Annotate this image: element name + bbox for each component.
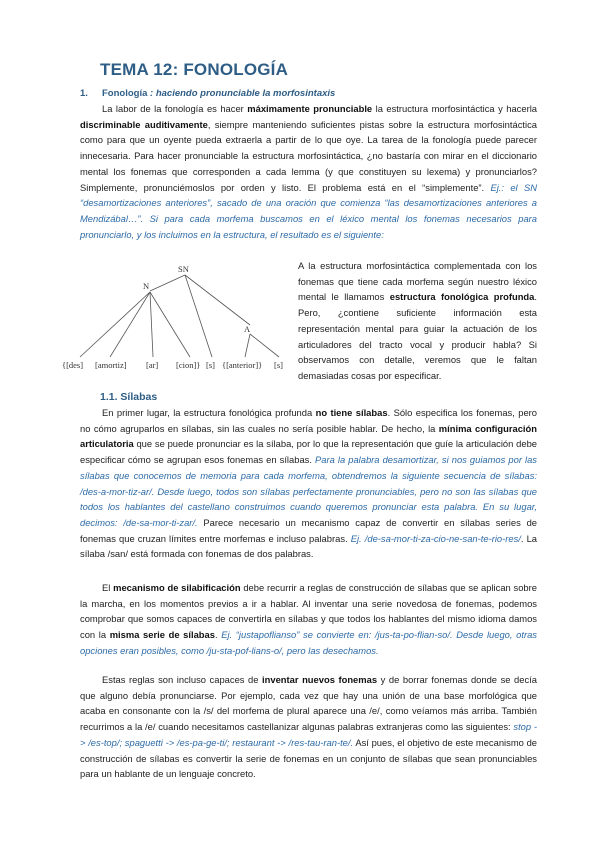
tree-leaf: [amortiz] [95,360,127,370]
section-title: Fonología [102,88,148,99]
syntax-tree-diagram [60,262,290,382]
section-heading-syllables: 1.1. Sílabas [100,391,158,403]
tree-leaf: [cion]} [176,360,201,370]
section-heading-1 [80,88,335,99]
tree-branches [80,275,279,357]
page-title: TEMA 12: FONOLOGÍA [100,60,289,79]
tree-leaf: [ar] [146,360,159,370]
paragraph-syllabification: El mecanismo de silabificación debe recurrir a reglas de construcción de sílabas que se aplican sobre la marcha, en los momentos previos a ir a hablar. Al inventar una serie novedosa de fonemas, podemos comprobar que somos capaces de convertirla en sílabas y que todos los hablantes del mismo idioma damos con la misma serie de sílabas. Ej. “justapofliansо” se convierte en: /jus-ta-po-flian-so/. Desde luego, otras opciones eran posibles, como /ju-sta-pof-lians-o/, pero las desechamos. [80,582,537,656]
paragraph-deep-structure: A la estructura morfosintáctica complementada con los fonemas que tiene cada morfema según nuestro léxico mental le llamamos estructura fonológica profunda. Pero, ¿contiene suficiente información esta representación mental para guiar la actuación de los articuladores del tracto vocal y producir habla? Si observamos con detalle, veremos que le faltan demasiadas cosas por especificar. [298,260,537,381]
section-number: 1. [80,88,88,99]
tree-n-label: N [143,281,150,291]
paragraph-rules: Estas reglas son incluso capaces de inventar nuevos fonemas y de borrar fonemas donde se decía que alguno debía pronunciarse. Por ejemplo, cada vez que hay una unión de una base morfológica que acaba en consonante con la /s/ del morfema de plural aparece una /e/, como veíamos más arriba. También recurrimos a la /e/ cuando necesitamos castellanizar algunas palabras extranjeras como las siguientes: stop -> /es-top/; spaguetti -> /es-pa-ge-ti/; restaurant -> /res-tau-ran-te/. Así pues, el objetivo de este mecanismo de construcción de sílabas es convertir la serie de fonemas en un conjunto de sílabas que sean pronunciables para un hablante de un lenguaje concreto. [80,674,537,780]
tree-leaf: {[anterior]} [222,360,263,370]
paragraph-intro: La labor de la fonología es hacer máximamente pronunciable la estructura morfosintáctica y hacerla discriminable auditivamente, siempre manteniendo suficientes pistas sobre la estructura morfosintáctica como para que un oyente pueda extraerla a partir de lo que oye. La tarea de la fonología puede parecer innecesaria. Para hacer pronunciable la estructura morfosintáctica, ¿no bastaría con mirar en el diccionario mental los fonemas que corresponden a cada lemma (y que constituyen su lexema) y pronunciarlos? Simplemente, pronunciémoslos por orden y listo. El problema está en el “simplemente”. Ej.: el SN “desamortizaciones anteriores”, sacado de una oración que comienza “las desamortizaciones anteriores a Mendizábal…”. Si para cada morfema buscamos en el léxico mental los fonemas necesarios para pronunciarlo, y los incluimos en la estructura, el resultado es el siguiente: [80,103,538,240]
tree-root-label: SN [178,264,189,274]
paragraph-syllables: En primer lugar, la estructura fonológica profunda no tiene sílabas. Sólo especifica los fonemas, pero no cómo agruparlos en sílabas, sin las cuales no sería posible hablar. De hecho, la mínima configuración articulatoria que se puede pronunciar es la sílaba, por lo que la representación que guíe la articulación debe especificar cómo se agrupan esos fonemas en sílabas. Para la palabra desamortizar, si nos guiamos por las sílabas que conocemos de memoria para cada morfema, obtendremos la siguiente secuencia de sílabas: /des-a-mor-tiz-ar/. Desde luego, todos son sílabas perfectamente pronunciables, pero no son las sílabas que todos los hablantes del castellano construimos cuando queremos pronunciar esta palabra. En su lugar, decimos: /de-sa-mor-ti-zar/. Parece necesario un mecanismo capaz de convertir en sílabas series de fonemas que cruzan límites entre morfemas e incluso palabras. Ej. /de-sa-mor-ti-za-cio-ne-san-te-rio-res/. La sílaba /san/ está formada con fonemas de dos palabras. [80,407,538,560]
section-subtitle: : haciendo pronunciable la morfosintaxis [147,88,336,99]
example-text: Ej.: el SN “desamortizaciones anteriores”, sacado de una oración que comienza “las desamortizaciones anteriores a Mendizábal…”. Si para cada morfema buscamos en el léxico mental los fonemas necesarios para pronunciarlo, y los incluimos en la estructura, el resultado es el siguiente: [80,181,537,240]
tree-leaf: [s] [206,360,215,370]
tree-leaf: {[des] [62,360,84,370]
tree-a-label: A [244,324,251,334]
tree-leaf: [s] [274,360,283,370]
